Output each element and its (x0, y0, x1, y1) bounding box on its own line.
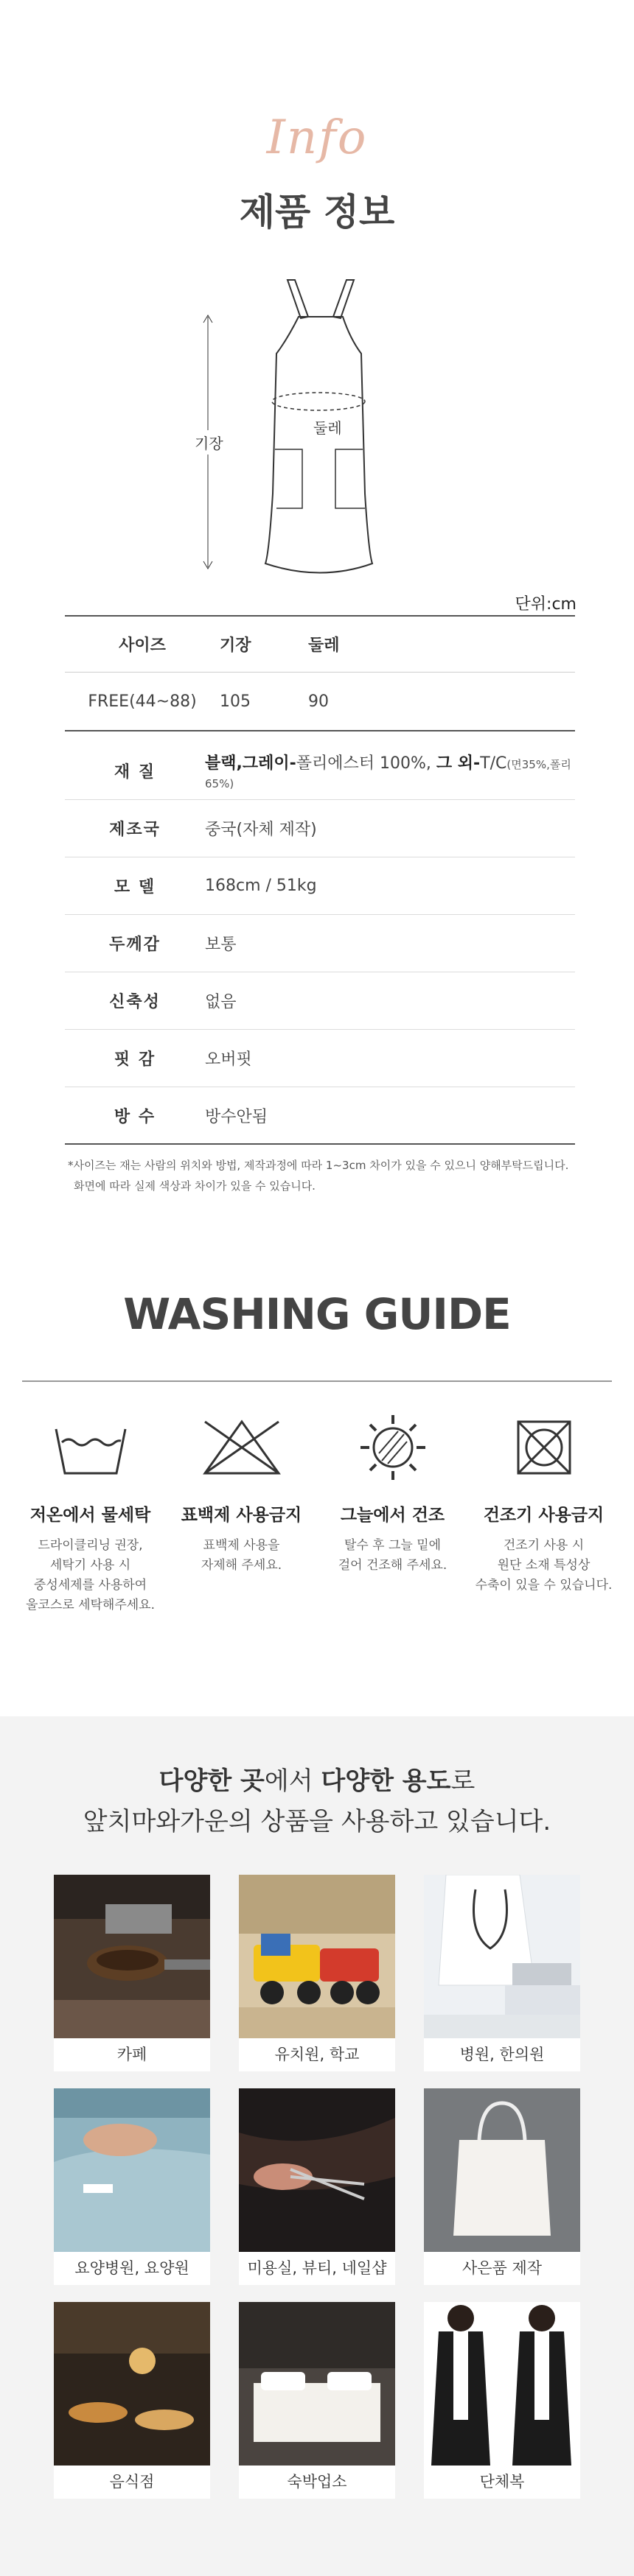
note-line-1: *사이즈는 재는 사람의 위치와 방법, 제작과정에 따라 1~3cm 차이가 있을 수 있으니 양해부탁드립니다. (68, 1159, 569, 1172)
spec-label: 신축성 (109, 993, 161, 1011)
usage-tile (54, 1875, 210, 2063)
unit-label: 단위:cm (515, 595, 576, 614)
size-table-header (65, 615, 575, 673)
usage-caption: 음식점 (54, 2466, 210, 2499)
tote-bag-photo (424, 2088, 580, 2252)
usage-caption: 카페 (54, 2038, 210, 2071)
wash-item-desc (468, 1536, 619, 1596)
spec-row-stretch (65, 972, 575, 1030)
wash-item-name: 저온에서 물세탁 (29, 1506, 151, 1525)
wash-item (468, 1407, 619, 1615)
desc-line: 표백제 사용을 (203, 1538, 280, 1553)
size-note (68, 1155, 584, 1196)
shade-dry-icon (317, 1407, 468, 1488)
spec-label: 두께감 (109, 936, 161, 954)
table-row (65, 673, 575, 731)
apron-diagram (184, 273, 450, 597)
usage-head-normal-1: 에서 (264, 1766, 321, 1796)
wash-tub-icon (15, 1407, 166, 1488)
spec-value: 없음 (205, 993, 237, 1011)
wash-item-desc (317, 1536, 468, 1576)
spec-label: 제조국 (109, 821, 161, 839)
spec-value: 중국(자체 제작) (205, 821, 317, 839)
usage-caption: 숙박업소 (239, 2466, 395, 2499)
usage-tile (239, 2302, 395, 2491)
usage-tile (424, 2302, 580, 2491)
spec-label: 핏 감 (114, 1050, 156, 1069)
girth-label: 둘레 (313, 419, 342, 437)
spec-row-waterproof (65, 1087, 575, 1145)
desc-line: 수축이 있을 수 있습니다. (475, 1578, 613, 1593)
cell-length: 105 (220, 692, 251, 711)
desc-line: 세탁기 사용 시 (49, 1558, 131, 1573)
uniform-staff-photo (424, 2302, 580, 2466)
spec-row-model (65, 857, 575, 915)
spec-value: 168cm / 51kg (205, 877, 317, 895)
spec-row-thickness (65, 915, 575, 972)
usage-caption: 병원, 한의원 (424, 2038, 580, 2071)
washing-guide-title: WASHING GUIDE (123, 1289, 511, 1339)
spec-row-origin (65, 800, 575, 857)
hotel-room-photo (239, 2302, 395, 2466)
spec-value: 방수안됨 (205, 1107, 268, 1126)
desc-line: 드라이클리닝 권장, (38, 1538, 143, 1553)
spec-value: 보통 (205, 936, 237, 954)
material-normal-2: T/C (480, 754, 507, 773)
wash-item-name: 그늘에서 건조 (340, 1506, 445, 1525)
wash-item-name: 표백제 사용금지 (181, 1506, 302, 1525)
wash-item-desc (166, 1536, 317, 1576)
no-bleach-icon (166, 1407, 317, 1488)
material-bold-1: 블랙,그레이- (205, 754, 296, 773)
usage-tile (424, 1875, 580, 2063)
header-girth: 둘레 (308, 636, 340, 655)
header-size: 사이즈 (119, 636, 166, 655)
usage-caption: 미용실, 뷰티, 네일샵 (239, 2252, 395, 2285)
cell-girth: 90 (308, 692, 329, 711)
desc-line: 원단 소재 특성상 (497, 1558, 591, 1573)
spec-value: 오버핏 (205, 1050, 252, 1069)
desc-line: 울코스로 세탁해주세요. (25, 1598, 156, 1612)
wash-item-desc (15, 1536, 166, 1615)
usage-head-bold-1: 다양한 곳 (158, 1766, 265, 1796)
usage-head-bold-2: 다양한 용도 (321, 1766, 451, 1796)
wash-item (15, 1407, 166, 1615)
info-script-heading: Info (266, 110, 368, 165)
usage-heading-line-1 (0, 1761, 634, 1797)
coffee-machine-photo (54, 1875, 210, 2038)
usage-caption: 요양병원, 요양원 (54, 2252, 210, 2285)
spec-label: 모 델 (114, 878, 156, 896)
usage-tile (54, 2088, 210, 2277)
note-line-2: 화면에 따라 실제 색상과 차이가 있을 수 있습니다. (74, 1179, 316, 1193)
usage-tile (239, 1875, 395, 2063)
usage-head-normal-2: 로 (450, 1766, 475, 1796)
desc-line: 탈수 후 그늘 밑에 (344, 1538, 442, 1553)
doctor-photo (424, 1875, 580, 2038)
usage-tile (54, 2302, 210, 2491)
desc-line: 자제해 주세요. (201, 1558, 282, 1573)
spec-label: 재 질 (114, 763, 156, 782)
desc-line: 중성세제를 사용하여 (33, 1578, 147, 1593)
spec-value (205, 751, 575, 792)
restaurant-photo (54, 2302, 210, 2466)
wash-item (166, 1407, 317, 1615)
wash-item (317, 1407, 468, 1615)
washing-guide-list (15, 1407, 619, 1615)
page-title: 제품 정보 (239, 191, 395, 234)
usage-caption: 유치원, 학교 (239, 2038, 395, 2071)
desc-line: 걸어 건조해 주세요. (338, 1558, 447, 1573)
usage-heading-line-2: 앞치마와가운의 상품을 사용하고 있습니다. (83, 1807, 551, 1836)
divider (22, 1380, 612, 1382)
hair-cut-photo (239, 2088, 395, 2252)
size-table (65, 615, 575, 731)
spec-label: 방 수 (114, 1107, 156, 1126)
length-label: 기장 (195, 430, 223, 455)
material-bold-2: 그 외- (436, 754, 481, 773)
spec-table (65, 743, 575, 1145)
no-tumble-dry-icon (468, 1407, 619, 1488)
desc-line: 건조기 사용 시 (503, 1538, 585, 1553)
usage-tile (239, 2088, 395, 2277)
usage-caption: 단체복 (424, 2466, 580, 2499)
patient-bed-photo (54, 2088, 210, 2252)
toy-truck-photo (239, 1875, 395, 2038)
cell-size: FREE(44~88) (88, 692, 197, 711)
header-length: 기장 (220, 636, 251, 655)
material-small: (면35%,폴리65%) (205, 757, 571, 790)
material-normal-1: 폴리에스터 100%, (296, 754, 436, 773)
usage-caption: 사은품 제작 (424, 2252, 580, 2285)
wash-item-name: 건조기 사용금지 (483, 1506, 605, 1525)
usage-tile (424, 2088, 580, 2277)
spec-row-material (65, 743, 575, 800)
spec-row-fit (65, 1030, 575, 1087)
